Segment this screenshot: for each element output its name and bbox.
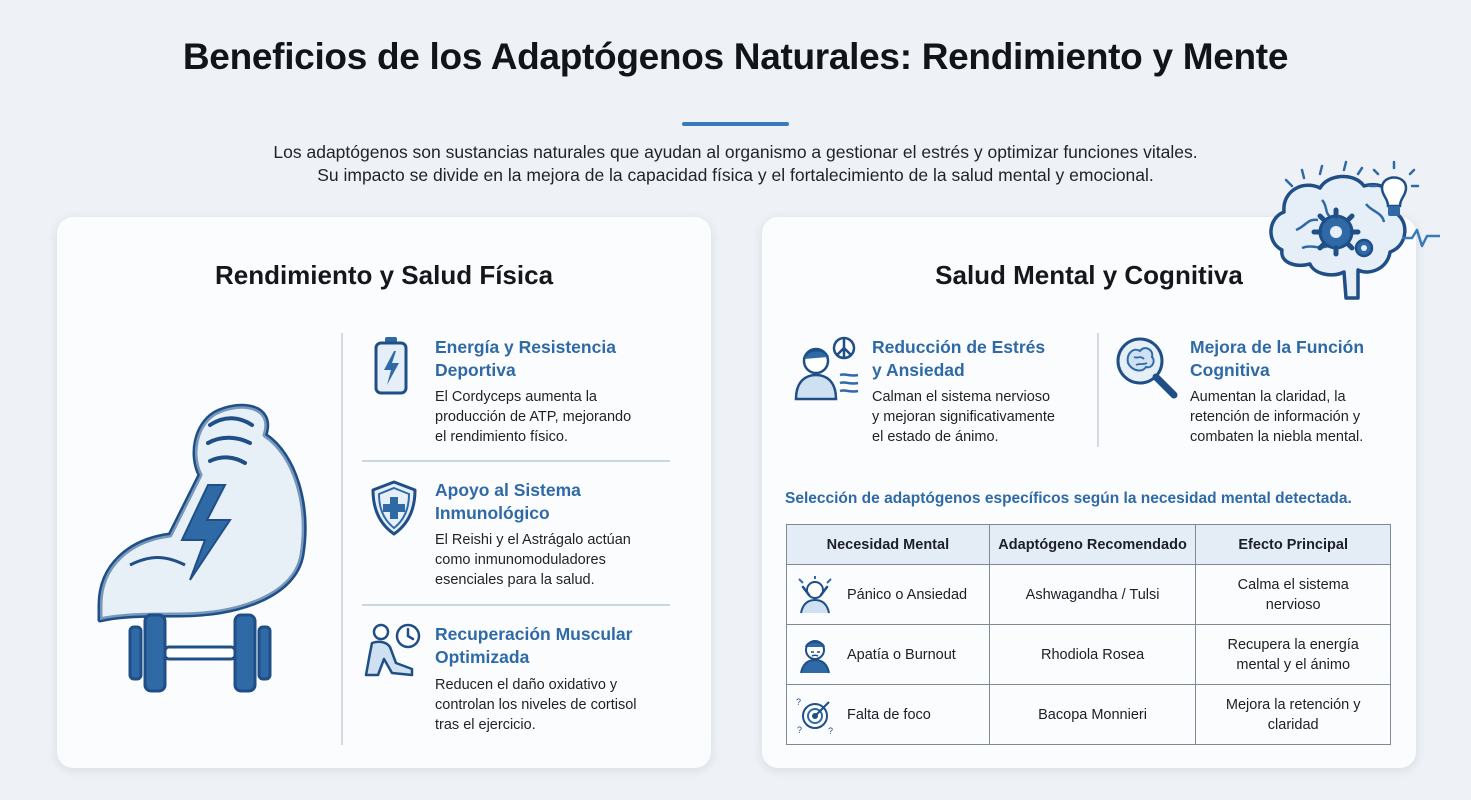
feature-text-line: retención de información y [1190,409,1361,425]
title-divider [682,122,789,126]
feature-text-line: combaten la niebla mental. [1190,429,1364,445]
page-title: Beneficios de los Adaptógenos Naturales: Rendimiento y Mente [182,36,1289,77]
svg-text:?: ? [796,696,802,707]
feature-text-line: Calman el sistema nervioso [872,389,1051,405]
effect-cell [1196,565,1391,625]
column-header: Adaptógeno Recomendado [989,525,1196,565]
svg-text:?: ? [797,724,803,735]
feature-title-line: Energía y Resistencia [435,337,616,357]
effect-line: Mejora la retención y [1225,696,1361,713]
feature-text [435,387,631,447]
intro-text [0,141,1471,187]
effect-cell [1196,625,1391,685]
feature-title-line: Apoyo al Sistema [435,480,581,500]
feature-title-line: Inmunológico [435,503,550,523]
effect-line: Calma el sistema [1237,576,1349,593]
feature-title-line: Deportiva [435,360,516,380]
table-row [787,565,1391,625]
feature-title [872,336,1045,382]
feature-title-line: Optimizada [435,647,530,667]
feature-text-line: y mejoran significativamente [872,409,1055,425]
svg-text:?: ? [828,725,834,735]
feature-title [1190,336,1364,382]
table-heading: Selección de adaptógenos específicos según la necesidad mental detectada. [785,490,1352,507]
effect-line: Recupera la energía [1227,636,1359,653]
brain-gears-lightbulb-icon [1262,160,1442,305]
feature-text [435,675,637,735]
table-row [787,625,1391,685]
effect-line: mental y el ánimo [1236,656,1351,673]
table-row [787,685,1391,745]
table-header-row [787,525,1391,565]
column-header: Efecto Principal [1196,525,1391,565]
need-label: Falta de foco [847,706,931,723]
feature-title-line: Reducción de Estrés [872,337,1046,357]
feature-text-line: Aumentan la claridad, la [1190,389,1346,405]
feature-text [435,530,631,590]
effect-line: claridad [1267,716,1319,733]
need-label: Pánico o Ansiedad [847,586,968,603]
feature-text [872,387,1055,447]
feature-text-line: producción de ATP, mejorando [435,409,632,425]
feature-text-line: Reducen el daño oxidativo y [435,677,618,693]
feature-title [435,479,581,525]
feature-divider [362,460,670,462]
feature-title-line: Cognitiva [1190,360,1270,380]
effect-line: nervioso [1265,596,1321,613]
adaptogen-cell: Bacopa Monnieri [989,685,1196,745]
mental-card-title: Salud Mental y Cognitiva [935,260,1243,290]
adaptogen-cell: Rhodiola Rosea [989,625,1196,685]
calm-person-icon [794,335,862,401]
feature-title-line: Recuperación Muscular [435,624,633,644]
column-header: Necesidad Mental [787,525,990,565]
resting-clock-icon [362,623,424,683]
target-question-icon [795,695,835,735]
feature-text-line: El Cordyceps aumenta la [435,389,597,405]
feature-title-line: Mejora de la Función [1190,337,1365,357]
effect-cell [1196,685,1391,745]
brain-magnifier-icon [1114,335,1180,399]
intro-line: Su impacto se divide en la mejora de la capacidad física y el fortalecimiento de la salud mental y emocional. [317,165,1154,185]
feature-title [435,623,632,669]
need-cell [787,565,990,625]
feature-text-line: tras el ejercicio. [435,717,536,733]
feature-text-line: el estado de ánimo. [872,429,999,445]
feature-text-line: El Reishi y el Astrágalo actúan [435,532,631,548]
feature-title-line: y Ansiedad [872,360,965,380]
battery-bolt-icon [373,335,409,397]
feature-text-line: el rendimiento físico. [435,429,568,445]
feature-divider [362,604,670,606]
column-divider [1097,333,1099,447]
tired-person-icon [795,635,835,675]
need-cell [787,685,990,745]
adaptogen-cell: Ashwagandha / Tulsi [989,565,1196,625]
intro-line: Los adaptógenos son sustancias naturales que ayudan al organismo a gestionar el estrés y optimizar funciones vitales. [273,142,1198,162]
need-cell [787,625,990,685]
feature-text [1190,387,1363,447]
column-divider [341,333,343,745]
need-label: Apatía o Burnout [847,646,956,663]
feature-text-line: como inmunomoduladores [435,552,606,568]
feature-title [435,336,616,382]
physical-card-title: Rendimiento y Salud Física [214,260,554,290]
anxious-person-icon [795,575,835,615]
physical-card [57,217,711,768]
shield-cross-icon [369,479,419,537]
flexed-arm-dumbbell-icon [90,365,310,695]
adaptogen-table [786,524,1391,745]
feature-text-line: controlan los niveles de cortisol [435,697,637,713]
feature-text-line: esenciales para la salud. [435,572,595,588]
